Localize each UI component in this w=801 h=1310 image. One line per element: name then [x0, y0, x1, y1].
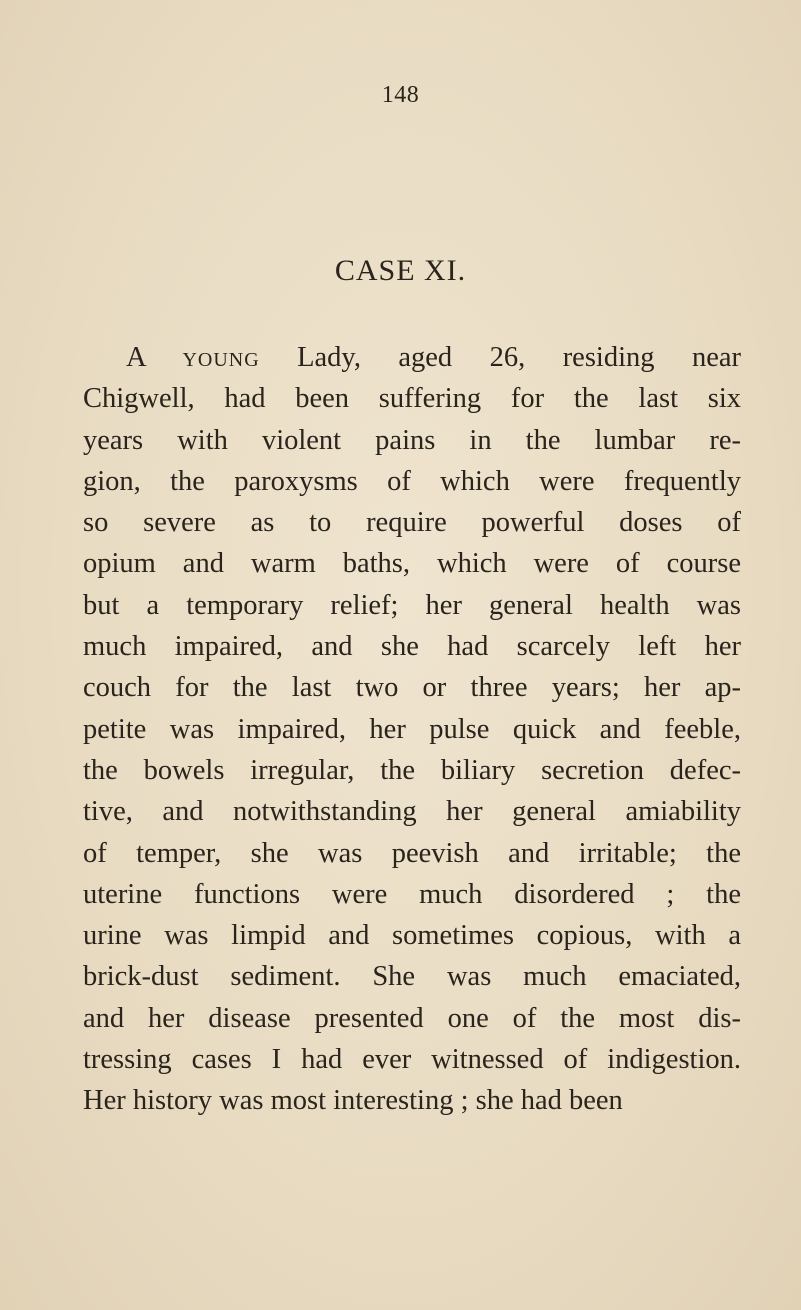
text-line-10: petite was impaired, her pulse quick and feeble,	[83, 713, 741, 745]
text-line-19: Her history was most interesting ; she had been	[83, 1085, 623, 1117]
text-line-18: tressing cases I had ever witnessed of indigestion.	[83, 1044, 741, 1076]
text-line-7: but a temporary relief; her general health was	[83, 589, 741, 621]
text-line-17: and her disease presented one of the most dis-	[83, 1002, 741, 1034]
body-paragraph	[83, 337, 741, 1122]
text-line-2: Chigwell, had been suffering for the last six	[83, 383, 741, 415]
case-heading: CASE XI.	[334, 254, 467, 287]
lead-small-caps: young	[182, 342, 260, 373]
text-line-9: couch for the last two or three years; her ap-	[83, 672, 741, 704]
text-line-11: the bowels irregular, the biliary secretion defec-	[83, 754, 741, 786]
text-line-6: opium and warm baths, which were of course	[83, 548, 741, 580]
lead-initial: A	[126, 342, 183, 373]
text-line-15: urine was limpid and sometimes copious, with a	[83, 920, 741, 952]
page-number: 148	[381, 82, 420, 108]
text-line-8: much impaired, and she had scarcely left her	[83, 631, 741, 663]
text-line-3: years with violent pains in the lumbar re-	[83, 424, 741, 456]
text-line-5: so severe as to require powerful doses of	[83, 507, 741, 539]
text-line-1-rest: Lady, aged 26, residing near	[259, 342, 741, 373]
text-line-4: gion, the paroxysms of which were frequently	[83, 465, 741, 497]
text-line-13: of temper, she was peevish and irritable; the	[83, 837, 741, 869]
text-line-12: tive, and notwithstanding her general amiability	[83, 796, 741, 828]
text-line-1	[83, 337, 741, 378]
text-line-16: brick-dust sediment. She was much emaciated,	[83, 961, 741, 993]
text-line-14: uterine functions were much disordered ; the	[83, 878, 741, 910]
